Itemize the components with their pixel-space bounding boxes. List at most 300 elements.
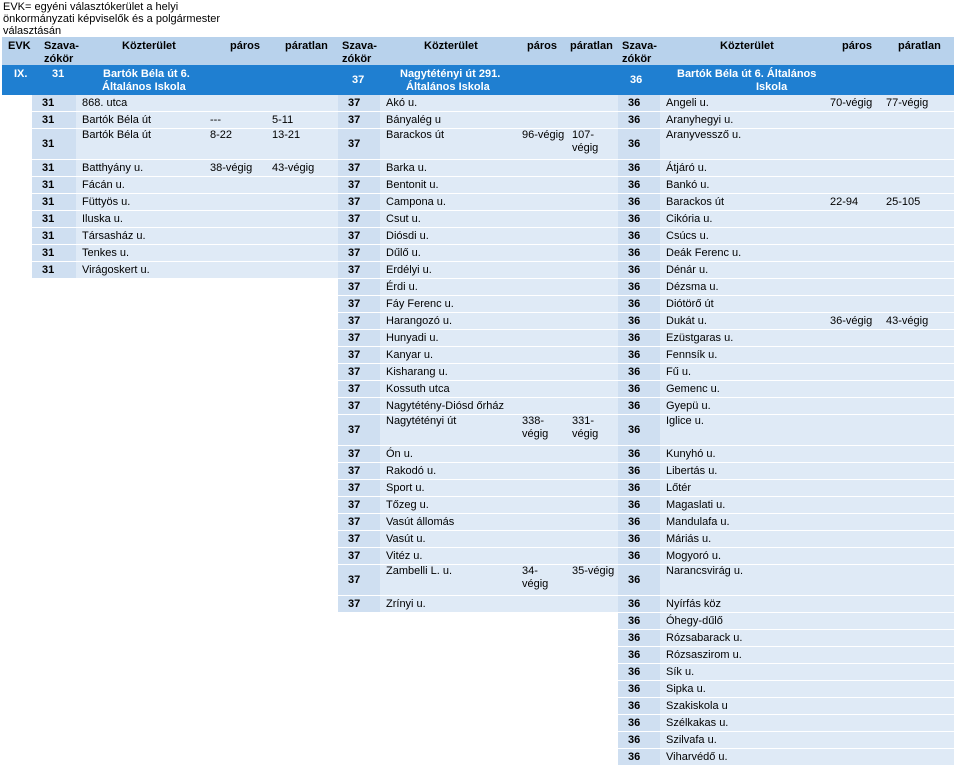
street-name: Barka u. bbox=[380, 160, 516, 177]
odd-numbers bbox=[880, 548, 954, 565]
street-name: Viharvédő u. bbox=[660, 749, 824, 766]
even-numbers bbox=[516, 296, 566, 313]
odd-numbers bbox=[880, 330, 954, 347]
table-row bbox=[338, 596, 618, 613]
odd-numbers bbox=[880, 613, 954, 630]
street-name: Mandulafa u. bbox=[660, 514, 824, 531]
street-name: Kisharang u. bbox=[380, 364, 516, 381]
even-numbers bbox=[204, 228, 266, 245]
polling-district-number: 36 bbox=[618, 296, 660, 313]
odd-numbers bbox=[566, 531, 618, 548]
street-name: Bankó u. bbox=[660, 177, 824, 194]
header-paratlan: páratlan bbox=[898, 40, 941, 52]
table-row bbox=[338, 398, 618, 415]
odd-numbers bbox=[566, 112, 618, 129]
district-36-table bbox=[618, 95, 954, 766]
table-row bbox=[618, 262, 954, 279]
odd-numbers bbox=[880, 262, 954, 279]
polling-school: Általános Iskola bbox=[406, 81, 490, 93]
street-name: Érdi u. bbox=[380, 279, 516, 296]
odd-numbers bbox=[880, 514, 954, 531]
even-numbers bbox=[824, 279, 880, 296]
odd-numbers bbox=[880, 596, 954, 613]
even-numbers bbox=[516, 381, 566, 398]
even-numbers bbox=[516, 463, 566, 480]
polling-district-number: 31 bbox=[32, 211, 76, 228]
polling-district-number: 36 bbox=[618, 613, 660, 630]
polling-district-number: 37 bbox=[338, 514, 380, 531]
street-name: Aranyvessző u. bbox=[660, 129, 824, 160]
street-name: Kanyar u. bbox=[380, 347, 516, 364]
even-numbers bbox=[824, 347, 880, 364]
odd-numbers: 331-végig bbox=[566, 415, 618, 446]
odd-numbers bbox=[566, 398, 618, 415]
table-row bbox=[618, 296, 954, 313]
polling-school: Bartók Béla út 6. bbox=[103, 68, 190, 80]
even-numbers bbox=[824, 160, 880, 177]
table-row bbox=[618, 381, 954, 398]
street-name: Gemenc u. bbox=[660, 381, 824, 398]
even-numbers bbox=[204, 211, 266, 228]
polling-district-number: 37 bbox=[338, 228, 380, 245]
polling-district-number: 36 bbox=[618, 531, 660, 548]
even-numbers: 36-végig bbox=[824, 313, 880, 330]
table-row bbox=[338, 330, 618, 347]
header-szavazokor: Szava- zókör bbox=[622, 40, 657, 65]
header-paros: páros bbox=[842, 40, 872, 52]
street-name: Cikória u. bbox=[660, 211, 824, 228]
polling-district-number: 36 bbox=[618, 565, 660, 596]
odd-numbers: 5-11 bbox=[266, 112, 338, 129]
even-numbers bbox=[824, 497, 880, 514]
odd-numbers bbox=[566, 177, 618, 194]
street-name: Bartók Béla út bbox=[76, 112, 204, 129]
polling-district-number: 36 bbox=[618, 398, 660, 415]
table-row bbox=[338, 514, 618, 531]
even-numbers bbox=[516, 245, 566, 262]
table-row bbox=[618, 398, 954, 415]
even-numbers bbox=[516, 160, 566, 177]
header-evk: EVK bbox=[8, 40, 31, 52]
even-numbers: 22-94 bbox=[824, 194, 880, 211]
polling-district-number: 31 bbox=[32, 112, 76, 129]
table-row bbox=[32, 194, 338, 211]
street-name: Iglice u. bbox=[660, 415, 824, 446]
even-numbers: 96-végig bbox=[516, 129, 566, 160]
street-name: Ón u. bbox=[380, 446, 516, 463]
street-name: Máriás u. bbox=[660, 531, 824, 548]
odd-numbers: 13-21 bbox=[266, 129, 338, 160]
polling-district-number: 37 bbox=[338, 381, 380, 398]
street-name: Aranyhegyi u. bbox=[660, 112, 824, 129]
even-numbers bbox=[824, 129, 880, 160]
odd-numbers bbox=[880, 446, 954, 463]
polling-district-number: 31 bbox=[32, 245, 76, 262]
even-numbers bbox=[824, 647, 880, 664]
odd-numbers bbox=[880, 245, 954, 262]
street-name: Rózsabarack u. bbox=[660, 630, 824, 647]
even-numbers bbox=[516, 177, 566, 194]
odd-numbers bbox=[566, 514, 618, 531]
odd-numbers bbox=[566, 245, 618, 262]
table-row bbox=[338, 463, 618, 480]
table-row bbox=[32, 160, 338, 177]
even-numbers: 70-végig bbox=[824, 95, 880, 112]
street-name: Harangozó u. bbox=[380, 313, 516, 330]
polling-district-number: 36 bbox=[618, 480, 660, 497]
street-name: Libertás u. bbox=[660, 463, 824, 480]
even-numbers bbox=[516, 514, 566, 531]
even-numbers bbox=[516, 347, 566, 364]
polling-district-number: 31 bbox=[32, 95, 76, 112]
table-row bbox=[618, 330, 954, 347]
even-numbers bbox=[824, 732, 880, 749]
even-numbers bbox=[824, 112, 880, 129]
table-row bbox=[32, 112, 338, 129]
polling-district-number: 37 bbox=[338, 211, 380, 228]
polling-district-number: 36 bbox=[618, 548, 660, 565]
legend-line: választásán bbox=[3, 25, 62, 37]
street-name: Sport u. bbox=[380, 480, 516, 497]
even-numbers bbox=[824, 514, 880, 531]
street-name: 868. utca bbox=[76, 95, 204, 112]
polling-district-number: 36 bbox=[618, 698, 660, 715]
district-number: 31 bbox=[52, 68, 65, 80]
even-numbers bbox=[824, 548, 880, 565]
odd-numbers bbox=[880, 228, 954, 245]
table-row bbox=[618, 129, 954, 160]
table-row bbox=[338, 245, 618, 262]
odd-numbers bbox=[566, 347, 618, 364]
table-row bbox=[32, 95, 338, 112]
polling-district-number: 37 bbox=[338, 446, 380, 463]
even-numbers bbox=[204, 245, 266, 262]
table-row bbox=[32, 228, 338, 245]
even-numbers bbox=[516, 596, 566, 613]
table-row bbox=[338, 262, 618, 279]
odd-numbers bbox=[266, 245, 338, 262]
odd-numbers bbox=[880, 296, 954, 313]
legend-line: EVK= egyéni választókerület a helyi bbox=[3, 1, 179, 13]
street-name: Diótörő út bbox=[660, 296, 824, 313]
polling-district-number: 37 bbox=[338, 463, 380, 480]
table-row bbox=[338, 228, 618, 245]
even-numbers bbox=[824, 749, 880, 766]
even-numbers bbox=[516, 330, 566, 347]
even-numbers bbox=[516, 364, 566, 381]
street-name: Sipka u. bbox=[660, 681, 824, 698]
street-name: Hunyadi u. bbox=[380, 330, 516, 347]
district-31-rows bbox=[32, 95, 338, 279]
polling-district-number: 36 bbox=[618, 715, 660, 732]
odd-numbers bbox=[880, 398, 954, 415]
even-numbers bbox=[824, 613, 880, 630]
polling-district-number: 37 bbox=[338, 548, 380, 565]
table-row bbox=[618, 497, 954, 514]
street-name: Nyírfás köz bbox=[660, 596, 824, 613]
street-name: Sík u. bbox=[660, 664, 824, 681]
even-numbers bbox=[824, 364, 880, 381]
odd-numbers bbox=[566, 497, 618, 514]
polling-district-number: 36 bbox=[618, 596, 660, 613]
polling-district-number: 36 bbox=[618, 160, 660, 177]
table-row bbox=[618, 160, 954, 177]
even-numbers: 34- végig bbox=[516, 565, 566, 596]
table-row bbox=[618, 698, 954, 715]
odd-numbers bbox=[880, 381, 954, 398]
table-row bbox=[618, 681, 954, 698]
polling-district-number: 36 bbox=[618, 497, 660, 514]
polling-district-number: 37 bbox=[338, 313, 380, 330]
street-name: Nagytétény-Diósd őrház bbox=[380, 398, 516, 415]
odd-numbers bbox=[566, 313, 618, 330]
odd-numbers: 25-105 bbox=[880, 194, 954, 211]
even-numbers bbox=[204, 177, 266, 194]
street-name: Vasút u. bbox=[380, 531, 516, 548]
street-name: Kunyhó u. bbox=[660, 446, 824, 463]
polling-district-number: 37 bbox=[338, 129, 380, 160]
odd-numbers bbox=[266, 228, 338, 245]
polling-district-number: 36 bbox=[618, 129, 660, 160]
street-name: Gyepü u. bbox=[660, 398, 824, 415]
even-numbers bbox=[516, 446, 566, 463]
header-paros: páros bbox=[230, 40, 260, 52]
table-row bbox=[338, 415, 618, 446]
even-numbers bbox=[516, 262, 566, 279]
odd-numbers bbox=[880, 531, 954, 548]
table-row bbox=[618, 548, 954, 565]
header-kozterulet: Közterület bbox=[424, 40, 478, 52]
table-row bbox=[618, 245, 954, 262]
odd-numbers bbox=[880, 177, 954, 194]
odd-numbers bbox=[880, 112, 954, 129]
polling-district-number: 37 bbox=[338, 565, 380, 596]
odd-numbers bbox=[880, 347, 954, 364]
polling-district-number: 36 bbox=[618, 245, 660, 262]
table-row bbox=[618, 211, 954, 228]
even-numbers bbox=[516, 95, 566, 112]
table-row bbox=[338, 211, 618, 228]
polling-district-number: 31 bbox=[32, 228, 76, 245]
table-row bbox=[338, 347, 618, 364]
table-row bbox=[338, 313, 618, 330]
table-row bbox=[338, 364, 618, 381]
table-row bbox=[618, 463, 954, 480]
street-name: Szélkakas u. bbox=[660, 715, 824, 732]
polling-school: Iskola bbox=[756, 81, 788, 93]
even-numbers bbox=[824, 630, 880, 647]
even-numbers bbox=[516, 548, 566, 565]
odd-numbers bbox=[266, 194, 338, 211]
odd-numbers bbox=[880, 565, 954, 596]
odd-numbers: 35-végig bbox=[566, 565, 618, 596]
street-name: Dézsma u. bbox=[660, 279, 824, 296]
even-numbers bbox=[824, 398, 880, 415]
even-numbers bbox=[824, 664, 880, 681]
polling-district-number: 36 bbox=[618, 95, 660, 112]
even-numbers: 338-végig bbox=[516, 415, 566, 446]
table-row bbox=[618, 194, 954, 211]
odd-numbers bbox=[880, 480, 954, 497]
odd-numbers bbox=[266, 262, 338, 279]
even-numbers bbox=[824, 296, 880, 313]
table-row bbox=[32, 177, 338, 194]
even-numbers bbox=[516, 112, 566, 129]
street-name: Tőzeg u. bbox=[380, 497, 516, 514]
odd-numbers bbox=[880, 749, 954, 766]
odd-numbers bbox=[880, 664, 954, 681]
even-numbers bbox=[516, 194, 566, 211]
polling-district-number: 36 bbox=[618, 177, 660, 194]
legend-note bbox=[3, 1, 243, 37]
table-row bbox=[618, 279, 954, 296]
odd-numbers: 43-végig bbox=[266, 160, 338, 177]
odd-numbers bbox=[880, 497, 954, 514]
table-row bbox=[618, 715, 954, 732]
street-name: Magaslati u. bbox=[660, 497, 824, 514]
odd-numbers bbox=[566, 463, 618, 480]
polling-district-number: 36 bbox=[618, 112, 660, 129]
table-row bbox=[32, 262, 338, 279]
street-name: Szilvafa u. bbox=[660, 732, 824, 749]
street-name: Fácán u. bbox=[76, 177, 204, 194]
polling-district-number: 37 bbox=[338, 262, 380, 279]
odd-numbers bbox=[566, 95, 618, 112]
street-name: Szakiskola u bbox=[660, 698, 824, 715]
table-row bbox=[618, 177, 954, 194]
street-name: Batthyány u. bbox=[76, 160, 204, 177]
street-name: Lőtér bbox=[660, 480, 824, 497]
polling-district-number: 37 bbox=[338, 497, 380, 514]
polling-district-number: 36 bbox=[618, 630, 660, 647]
table-row bbox=[338, 129, 618, 160]
street-name: Vitéz u. bbox=[380, 548, 516, 565]
even-numbers bbox=[824, 381, 880, 398]
table-row bbox=[618, 313, 954, 330]
header-paros: páros bbox=[527, 40, 557, 52]
street-name: Csúcs u. bbox=[660, 228, 824, 245]
even-numbers bbox=[516, 497, 566, 514]
table-row bbox=[338, 279, 618, 296]
header-paratlan: páratlan bbox=[285, 40, 328, 52]
even-numbers bbox=[204, 262, 266, 279]
odd-numbers bbox=[880, 630, 954, 647]
table-row bbox=[32, 211, 338, 228]
even-numbers bbox=[516, 531, 566, 548]
table-row bbox=[618, 613, 954, 630]
polling-district-number: 36 bbox=[618, 463, 660, 480]
even-numbers bbox=[824, 565, 880, 596]
odd-numbers bbox=[266, 211, 338, 228]
street-name: Fáy Ferenc u. bbox=[380, 296, 516, 313]
polling-district-number: 36 bbox=[618, 211, 660, 228]
polling-district-number: 31 bbox=[32, 262, 76, 279]
street-name: Mogyoró u. bbox=[660, 548, 824, 565]
polling-district-number: 36 bbox=[618, 446, 660, 463]
polling-district-number: 37 bbox=[338, 596, 380, 613]
polling-district-number: 36 bbox=[618, 330, 660, 347]
table-row bbox=[338, 160, 618, 177]
district-36-rows bbox=[618, 95, 954, 766]
street-name: Campona u. bbox=[380, 194, 516, 211]
even-numbers bbox=[516, 228, 566, 245]
polling-district-number: 37 bbox=[338, 95, 380, 112]
header-szavazokor: Szava- zókör bbox=[44, 40, 79, 65]
table-row bbox=[618, 565, 954, 596]
polling-district-number: 36 bbox=[618, 313, 660, 330]
street-name: Bentonit u. bbox=[380, 177, 516, 194]
district-31-table bbox=[32, 95, 338, 279]
polling-district-number: 36 bbox=[618, 681, 660, 698]
odd-numbers bbox=[566, 194, 618, 211]
street-name: Dukát u. bbox=[660, 313, 824, 330]
polling-district-number: 37 bbox=[338, 112, 380, 129]
even-numbers bbox=[824, 330, 880, 347]
polling-district-number: 31 bbox=[32, 160, 76, 177]
even-numbers: 8-22 bbox=[204, 129, 266, 160]
street-name: Vasút állomás bbox=[380, 514, 516, 531]
table-row bbox=[618, 228, 954, 245]
even-numbers bbox=[824, 715, 880, 732]
table-row bbox=[338, 548, 618, 565]
street-name: Füttyös u. bbox=[76, 194, 204, 211]
street-name: Ezüstgaras u. bbox=[660, 330, 824, 347]
even-numbers bbox=[824, 480, 880, 497]
street-name: Narancsvirág u. bbox=[660, 565, 824, 596]
street-name: Iluska u. bbox=[76, 211, 204, 228]
polling-district-number: 36 bbox=[618, 415, 660, 446]
odd-numbers bbox=[266, 95, 338, 112]
table-header bbox=[2, 37, 954, 95]
table-row bbox=[618, 480, 954, 497]
odd-numbers bbox=[566, 330, 618, 347]
polling-district-number: 31 bbox=[32, 129, 76, 160]
odd-numbers bbox=[880, 364, 954, 381]
even-numbers bbox=[824, 415, 880, 446]
table-row bbox=[618, 531, 954, 548]
street-name: Nagytétényi út bbox=[380, 415, 516, 446]
street-name: Fű u. bbox=[660, 364, 824, 381]
polling-district-number: 36 bbox=[618, 364, 660, 381]
polling-district-number: 36 bbox=[618, 228, 660, 245]
table-row bbox=[32, 245, 338, 262]
polling-district-number: 36 bbox=[618, 279, 660, 296]
odd-numbers: 43-végig bbox=[880, 313, 954, 330]
table-row bbox=[338, 177, 618, 194]
street-name: Csut u. bbox=[380, 211, 516, 228]
table-row bbox=[338, 296, 618, 313]
even-numbers bbox=[824, 681, 880, 698]
street-name: Bartók Béla út bbox=[76, 129, 204, 160]
odd-numbers bbox=[566, 480, 618, 497]
street-name: Akó u. bbox=[380, 95, 516, 112]
odd-numbers bbox=[566, 262, 618, 279]
polling-district-number: 36 bbox=[618, 514, 660, 531]
polling-district-number: 31 bbox=[32, 194, 76, 211]
polling-district-number: 37 bbox=[338, 160, 380, 177]
table-row bbox=[618, 732, 954, 749]
table-row bbox=[618, 446, 954, 463]
polling-district-number: 31 bbox=[32, 177, 76, 194]
street-name: Erdélyi u. bbox=[380, 262, 516, 279]
odd-numbers bbox=[880, 681, 954, 698]
even-numbers bbox=[824, 245, 880, 262]
polling-school: Bartók Béla út 6. Általános bbox=[677, 68, 817, 80]
street-name: Bányalég u bbox=[380, 112, 516, 129]
street-name: Fennsík u. bbox=[660, 347, 824, 364]
polling-district-number: 37 bbox=[338, 415, 380, 446]
polling-district-number: 37 bbox=[338, 296, 380, 313]
